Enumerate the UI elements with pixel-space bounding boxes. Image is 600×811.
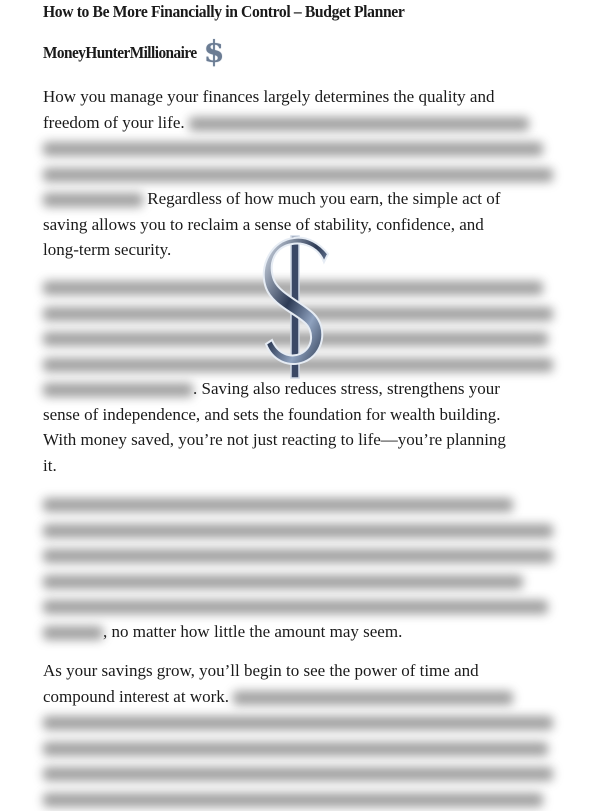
blurred-text	[233, 691, 513, 705]
blurred-text	[43, 549, 553, 563]
blurred-text	[43, 716, 553, 730]
text-line: . Saving also reduces stress, strengthens your	[193, 379, 500, 398]
text-line: Regardless of how much you earn, the simple act of	[147, 189, 501, 208]
blurred-text	[43, 142, 543, 156]
text-line: compound interest at work.	[43, 686, 230, 706]
text-line: sense of independence, and sets the foundation for wealth building.	[43, 404, 501, 424]
blurred-text	[43, 383, 193, 397]
text-line: , no matter how little the amount may seem.	[103, 621, 403, 641]
text-line: As your savings grow, you’ll begin to see the power of time and	[43, 661, 479, 680]
blurred-text	[43, 193, 143, 207]
blurred-text	[43, 767, 553, 781]
text-line: How you manage your finances largely determines the quality and	[43, 87, 495, 106]
dollar-sign-icon: $	[203, 35, 224, 70]
author-name: MoneyHunterMillionaire	[43, 43, 197, 62]
text-line: it.	[43, 455, 57, 475]
text-line: freedom of your life.	[43, 112, 185, 132]
document-title: How to Be More Financially in Control – Budget Planner	[43, 2, 405, 21]
blurred-text	[43, 168, 553, 182]
text-line: saving allows you to reclaim a sense of stability, confidence, and	[43, 214, 484, 234]
blurred-text	[43, 742, 548, 756]
blurred-text	[43, 498, 513, 512]
blurred-text	[189, 117, 529, 131]
blurred-text	[43, 600, 548, 614]
text-line: With money saved, you’re not just reacting to life—you’re planning	[43, 430, 506, 449]
blurred-text	[43, 575, 523, 589]
large-dollar-sign-icon	[258, 232, 338, 382]
blurred-text	[43, 524, 553, 538]
paragraph-3	[43, 491, 558, 644]
author-line	[43, 35, 224, 70]
text-line: long-term security.	[43, 240, 172, 259]
blurred-text	[43, 626, 103, 640]
paragraph-4	[43, 658, 558, 811]
